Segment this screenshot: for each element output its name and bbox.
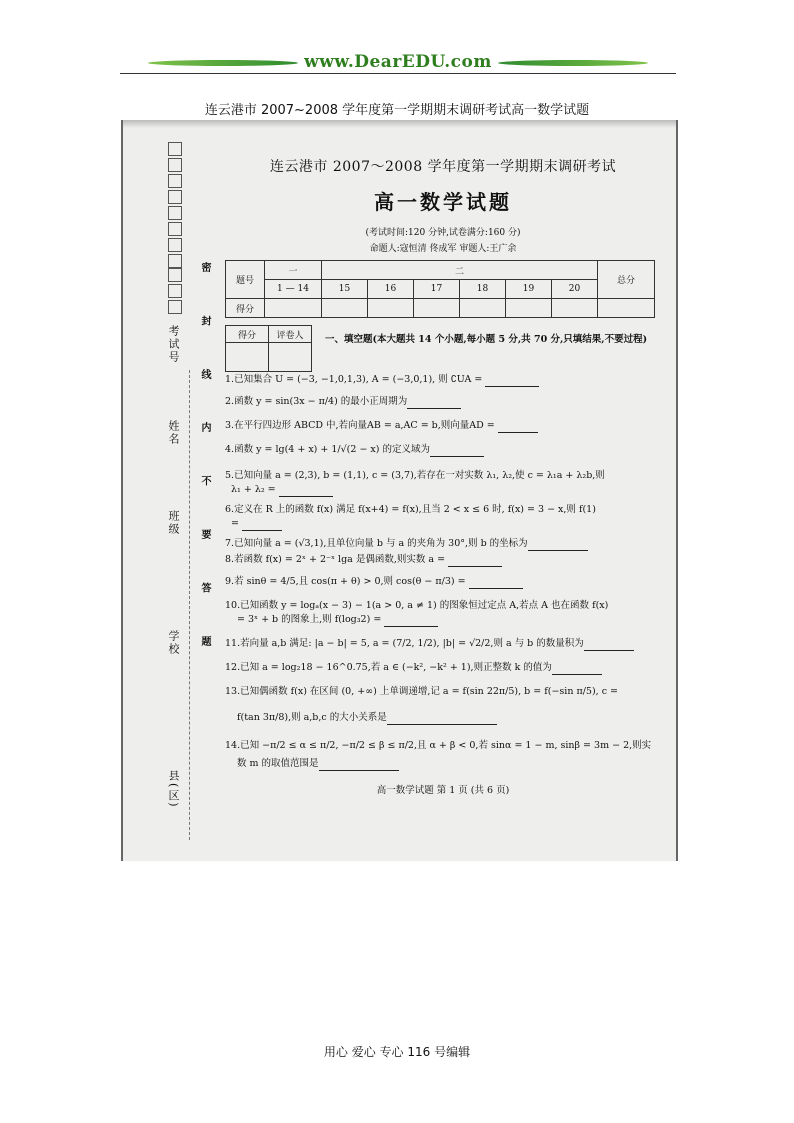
question-6-cont: = [231,518,242,529]
bottom-note: 用心 爱心 专心 116 号编辑 [323,1045,471,1059]
question-5-cont: λ₁ + λ₂ = [231,484,279,495]
score-table-topic-label: 题号 [226,261,265,299]
question-13: 13.已知偶函数 f(x) 在区间 (0, +∞) 上单调递增,记 a = f(sin 22π/5), b = f(−sin π/5), c = [225,686,618,697]
score-table-total: 总分 [598,261,655,299]
question-6: 6.定义在 R 上的函数 f(x) 满足 f(x+4) = f(x),且当 2 < x ≤ 6 时, f(x) = 3 − x,则 f(1) [225,504,596,515]
exam-authors: 命题人:寇恒清 佟成军 审题人:王广余 [369,244,517,254]
label-class: 班级 [167,510,180,536]
question-8: 8.若函数 f(x) = 2ˣ + 2⁻ˣ lga 是偶函数,则实数 a = [225,554,449,565]
seal-note: 密 封 线 内 不 要 答 题 [199,262,210,667]
seal-line [189,370,190,840]
header-divider [120,73,676,74]
question-9: 9.若 sinθ = 4/5,且 cos(π + θ) > 0,则 cos(θ − π/3) = [225,576,469,587]
score-table-group2: 二 [322,261,598,280]
score-col: 15 [322,280,368,299]
question-12: 12.已知 a = log₂18 − 16^0.75,若 a ∈ (−k², −k² + 1),则正整数 k 的值为 [225,662,552,673]
grader-score-label: 得分 [226,326,269,343]
question-1: 1.已知集合 U = (−3, −1,0,1,3), A = (−3,0,1), 则 ∁UA = [225,374,486,385]
label-school: 学校 [167,630,180,656]
question-7: 7.已知向量 a = (√3,1),且单位向量 b 与 a 的夹角为 30°,则 b 的坐标为 [225,538,528,549]
score-col: 19 [506,280,552,299]
label-exam-number: 考试号 [167,325,180,364]
score-col: 16 [368,280,414,299]
label-district: 县(区) [167,770,180,809]
score-table-group1: 一 [265,261,322,280]
question-14: 14.已知 −π/2 ≤ α ≤ π/2, −π/2 ≤ β ≤ π/2,且 α + β < 0,若 sinα = 1 − m, sinβ = 3m − 2,则实 [225,740,652,751]
exam-subject: 高一数学试题 [374,190,512,214]
exam-page-footer: 高一数学试题 第 1 页 (共 6 页) [376,785,510,796]
logo-swoosh-right [498,60,648,66]
question-5: 5.已知向量 a = (2,3), b = (1,1), c = (3,7),若存在一对实数 λ₁, λ₂,使 c = λ₁a + λ₂b,则 [225,470,605,481]
document-title: 连云港市 2007~2008 学年度第一学期期末调研考试高一数学试题 [204,103,590,118]
bleed-through-text [606,150,676,270]
section-heading: 一、填空题(本大题共 14 个小题,每小题 5 分,共 70 分,只填结果,不要过程) [325,334,648,345]
grader-name-label: 评卷人 [269,326,312,343]
score-col: 17 [414,280,460,299]
label-name: 姓名 [167,420,180,446]
exam-title: 连云港市 2007～2008 学年度第一学期期末调研考试 [269,159,617,175]
grader-box [225,325,312,372]
question-10: 10.已知函数 y = logₐ(x − 3) − 1(a > 0, a ≠ 1) 的图象恒过定点 A,若点 A 也在函数 f(x) [225,600,609,611]
score-table [225,260,655,318]
score-col: 1 — 14 [265,280,322,299]
question-14-cont: 数 m 的取值范围是 [237,758,319,769]
scanned-exam-page [121,120,678,861]
question-4: 4.函数 y = lg(4 + x) + 1/√(2 − x) 的定义域为 [225,444,431,455]
exam-meta: (考试时间:120 分钟,试卷满分:160 分) [365,228,521,238]
binding-margin [123,120,218,861]
score-col: 18 [460,280,506,299]
score-table-score-label: 得分 [226,299,265,318]
logo-text: www.DearEDU.com [304,52,492,72]
question-10-cont: = 3ˣ + b 的图象上,则 f(log₃2) = [237,614,385,625]
score-col: 20 [552,280,598,299]
question-3: 3.在平行四边形 ABCD 中,若向量AB = a,AC = b,则向量AD = [225,420,498,431]
exam-number-boxes [168,142,182,270]
question-13-cont: f(tan 3π/8),则 a,b,c 的大小关系是 [237,712,387,723]
question-2: 2.函数 y = sin(3x − π/4) 的最小正周期为 [225,396,408,407]
exam-number-boxes-lower [168,268,182,316]
question-11: 11.若向量 a,b 满足: |a − b| = 5, a = (7/2, 1/2), |b| = √2/2,则 a 与 b 的数量积为 [225,638,584,649]
